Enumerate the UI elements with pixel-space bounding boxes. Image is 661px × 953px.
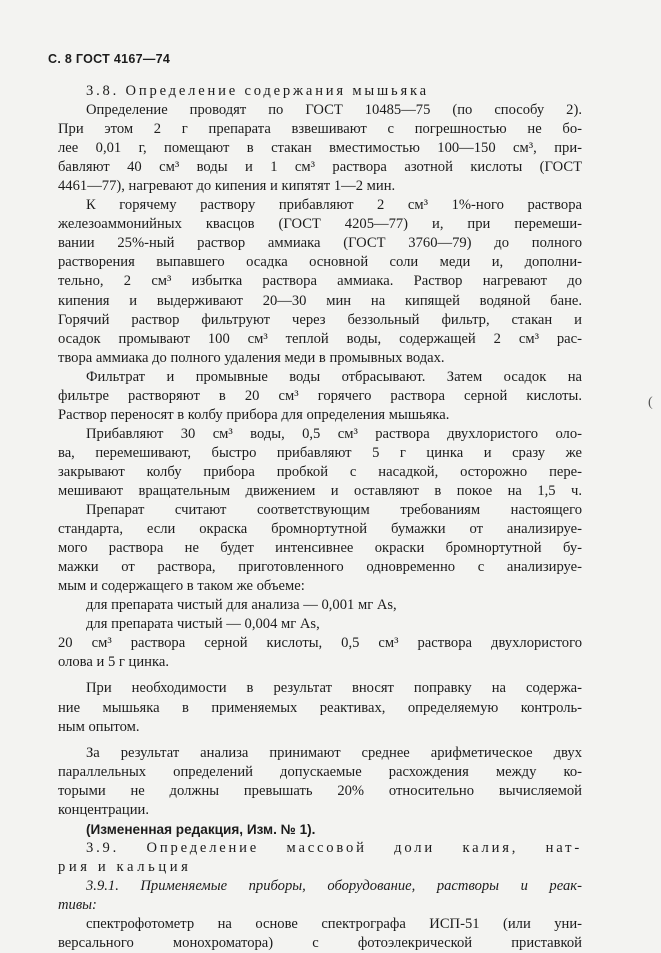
text-line: для препарата чистый — 0,004 мг As,	[86, 616, 320, 633]
text-line: бавляют 40 см³ воды и 1 см³ раствора азотной кислоты (ГОСТ	[58, 159, 582, 176]
text-line: осадок промывают 100 см³ теплой воды, содержащей 2 см³ рас-	[58, 330, 582, 347]
section-heading-3-9: 3.9. Определение массовой доли калия, нат-	[86, 839, 582, 856]
paragraph-gap	[58, 672, 582, 679]
text-line: ние мышьяка в применяемых реактивах, определяемую контроль-	[58, 699, 582, 716]
page-header: С. 8 ГОСТ 4167—74	[48, 52, 171, 66]
text-line: Горячий раствор фильтруют через беззольный фильтр, стакан и	[58, 311, 582, 328]
text-line: растворения выпавшего осадка основной соли меди и, дополни-	[58, 254, 582, 271]
section-heading-3-8: 3.8. Определение содержания мышьяка	[86, 83, 429, 99]
paragraph-gap	[58, 737, 582, 744]
text-line: мажки от раствора, приготовленного одновременно с анализируе-	[58, 559, 582, 576]
text-line: кипения и выдерживают 20—30 мин на кипящей водяной бане.	[58, 292, 582, 309]
text-line: мешивают вращательным движением и оставляют в покое на 1,5 ч.	[58, 482, 582, 499]
text-line: версального монохроматора) с фотоэлекрической приставкой	[58, 935, 582, 952]
subsection-heading-cont: тивы:	[58, 896, 97, 913]
text-line: концентрации.	[58, 801, 149, 818]
text-line: Определение проводят по ГОСТ 10485—75 (по способу 2).	[86, 102, 582, 119]
text-line: железоаммонийных квасцов (ГОСТ 4205—77) и, при перемеши-	[58, 216, 582, 233]
text-line: лее 0,01 г, помещают в стакан вместимостью 100—150 см³, при-	[58, 140, 582, 157]
amendment-note: (Измененная редакция, Изм. № 1).	[86, 821, 316, 837]
text-line: Раствор переносят в колбу прибора для определения мышьяка.	[58, 406, 450, 423]
text-line: За результат анализа принимают среднее арифметическое двух	[86, 744, 582, 761]
text-line: вании 25%-ный раствор аммиака (ГОСТ 3760—79) до полного	[58, 235, 582, 252]
text-line: торыми не должны превышать 20% относительно вычисляемой	[58, 782, 582, 799]
text-line: ва, перемешивают, быстро прибавляют 5 г цинка и сразу же	[58, 444, 582, 461]
text-line: закрывают колбу прибора пробкой с насадкой, осторожно пере-	[58, 463, 582, 480]
text-line: олова и 5 г цинка.	[58, 654, 169, 671]
text-line: При необходимости в результат вносят поправку на содержа-	[86, 680, 582, 697]
text-line: мого раствора не будет интенсивнее окраски бромнортутной бу-	[58, 540, 582, 557]
section-heading-3-9-cont: рия и кальция	[58, 858, 192, 875]
subsection-heading-3-9-1: 3.9.1. Применяемые приборы, оборудование, растворы и реак-	[86, 877, 582, 894]
body-text	[58, 82, 582, 953]
text-line: Фильтрат и промывные воды отбрасывают. Затем осадок на	[86, 368, 582, 385]
text-line: тельно, 2 см³ избытка раствора аммиака. Раствор нагревают до	[58, 273, 582, 290]
text-line: твора аммиака до полного удаления меди в промывных водах.	[58, 349, 445, 366]
text-line: стандарта, если окраска бромнортутной бумажки от анализируе-	[58, 521, 582, 538]
text-line: для препарата чистый для анализа — 0,001 мг As,	[86, 597, 397, 614]
text-line: ным опытом.	[58, 718, 140, 735]
text-line: параллельных определений допускаемые расхождения между ко-	[58, 763, 582, 780]
text-line: 4461—77), нагревают до кипения и кипятят 1—2 мин.	[58, 178, 396, 195]
margin-mark: (	[648, 395, 653, 410]
text-line: мым и содержащего в таком же объеме:	[58, 578, 305, 595]
text-line: спектрофотометр на основе спектрографа ИСП-51 (или уни-	[86, 916, 582, 933]
text-line: фильтре растворяют в 20 см³ горячего раствора серной кислоты.	[58, 387, 582, 404]
text-line: К горячему раствору прибавляют 2 см³ 1%-ного раствора	[86, 197, 582, 214]
text-line: Препарат считают соответствующим требованиям настоящего	[86, 502, 582, 519]
text-line: При этом 2 г препарата взвешивают с погрешностью не бо-	[58, 121, 582, 138]
text-line: Прибавляют 30 см³ воды, 0,5 см³ раствора двухлористого оло-	[86, 425, 582, 442]
text-line: 20 см³ раствора серной кислоты, 0,5 см³ раствора двухлористого	[58, 635, 582, 652]
